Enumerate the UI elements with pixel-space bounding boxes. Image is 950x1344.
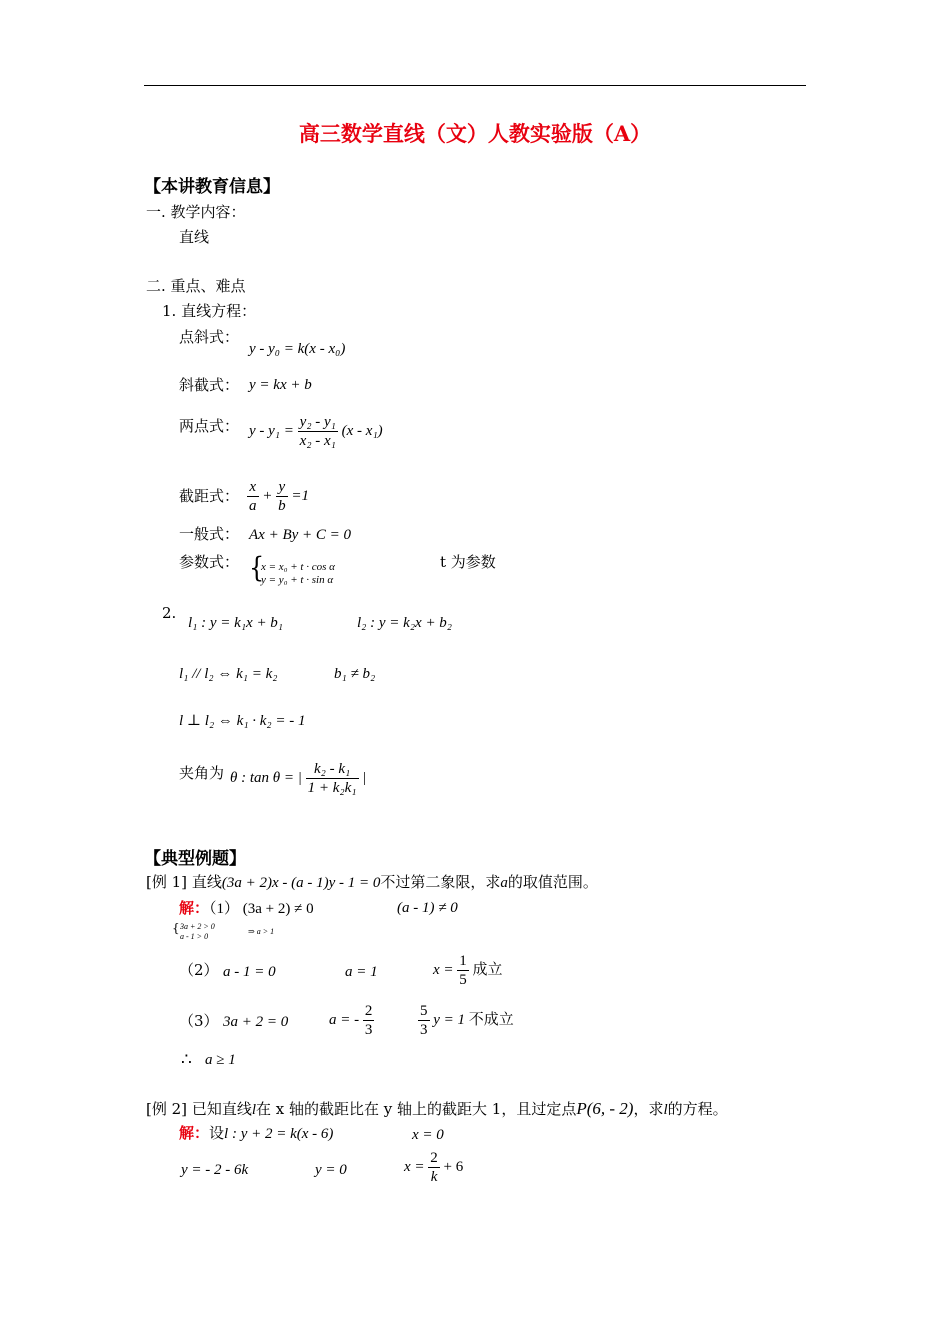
case2-x: [433, 952, 503, 989]
intercept-a-den: a: [249, 498, 257, 514]
intercept-x-fraction: [247, 478, 259, 515]
parametric-note: t 为参数: [440, 553, 496, 571]
two-point-lhs: y - y₁ =: [249, 422, 294, 439]
key-points-label: 二. 重点、难点: [146, 277, 246, 295]
intercept-label: 截距式：: [179, 487, 240, 505]
example2-x-numerator: 2: [430, 1150, 438, 1166]
example1-text-a: 直线: [191, 873, 222, 891]
example2-point: P(6, - 2): [576, 1099, 634, 1118]
parametric-line-1: x = x₀ + t · cos α: [261, 561, 335, 573]
case3-label: （3）: [179, 1012, 219, 1030]
example2-text-c: ，求: [633, 1100, 664, 1118]
parallel-relation: l₁ // l₂ ⇔ k₁ = k₂: [179, 666, 278, 682]
example2-prefix: [例 2]: [146, 1100, 188, 1118]
content-label: 一. 教学内容：: [146, 203, 246, 221]
example2-y-zero: y = 0: [315, 1162, 347, 1178]
angle-lhs: θ : tan θ = |: [230, 769, 302, 786]
intercept-equation: [247, 478, 309, 515]
l2-definition: l₂ : y = k₂x + b₂: [357, 615, 453, 631]
example2-text-d: 的方程。: [667, 1100, 728, 1118]
angle-formula: [230, 760, 366, 797]
case3-denominator: 3: [364, 1022, 373, 1038]
item1-label: 1. 直线方程：: [162, 302, 257, 320]
example1-equation: (3a + 2)x - (a - 1)y - 1 = 0: [221, 875, 381, 891]
two-point-numerator: y₂ - y₁: [299, 414, 336, 430]
example2-x-zero: x = 0: [412, 1127, 444, 1143]
case2-denominator: 5: [459, 972, 467, 988]
example2-y-value: y = - 2 - 6k: [181, 1162, 249, 1178]
case2-equation: a - 1 = 0: [223, 964, 276, 980]
example1-conclusion: a ≥ 1: [205, 1052, 236, 1068]
angle-numerator: k₂ - k₁: [306, 760, 359, 779]
system-brace: {: [172, 921, 180, 935]
case3-a: [329, 1002, 374, 1039]
example1-case1-b: (a - 1) ≠ 0: [397, 900, 458, 916]
intercept-y-fraction: [276, 478, 288, 515]
example2-var-l-2: l: [663, 1102, 668, 1118]
case3-tail: 不成立: [468, 1011, 514, 1028]
angle-denominator: 1 + k₂k₁: [307, 780, 357, 796]
example2-statement: [146, 1099, 728, 1119]
example1-solution-label: 解：: [179, 899, 210, 917]
example2-text-a: 已知直线: [191, 1100, 252, 1118]
system-result: ⇒ a > 1: [248, 927, 275, 936]
case2-numerator: 1: [459, 953, 467, 969]
example2-var-l: l: [251, 1102, 256, 1118]
example2-x-value: [404, 1149, 463, 1186]
examples-heading: 【典型例题】: [144, 849, 246, 869]
case2-tail: 成立: [472, 961, 503, 978]
slope-intercept-equation: y = kx + b: [249, 377, 312, 393]
two-point-fraction: [298, 413, 338, 450]
case3-y-denominator: 3: [420, 1022, 428, 1038]
page-title: 高三数学直线（文）人教实验版（A）: [298, 121, 652, 146]
case2-fraction: [457, 952, 469, 989]
parametric-label: 参数式：: [179, 553, 240, 571]
example2-setup: [179, 1124, 333, 1143]
l1-definition: l₁ : y = k₁x + b₁: [188, 615, 284, 631]
intercept-x-num: x: [247, 478, 259, 497]
example2-x-denominator: k: [430, 1169, 438, 1185]
header-rule: [144, 85, 806, 86]
parametric-brace: {: [249, 551, 265, 585]
case2-label: （2）: [179, 961, 219, 979]
example1-text-b: 不过第二象限，求: [380, 873, 501, 891]
example2-setup-eq: l : y + 2 = k(x - 6): [224, 1126, 334, 1142]
case3-y-fraction: [418, 1002, 430, 1039]
case3-numerator: 2: [364, 1003, 373, 1019]
example2-solution-label: 解：: [179, 1124, 210, 1142]
case3-y-eq: y = 1: [433, 1011, 466, 1028]
example2-text-b: 在 x 轴的截距比在 y 轴上的截距大 1，且过定点: [256, 1100, 577, 1118]
intercept-b-den: b: [278, 498, 286, 514]
example1-var: a: [500, 875, 508, 891]
example1-text-c: 的取值范围。: [507, 873, 598, 891]
angle-label: 夹角为: [179, 764, 225, 782]
case3-fraction: [363, 1002, 375, 1039]
example1-statement: [146, 873, 598, 892]
example2-x-tail: + 6: [443, 1158, 464, 1175]
angle-fraction: [306, 760, 359, 797]
case3-y-numerator: 5: [420, 1003, 428, 1019]
case2-x-lhs: x =: [433, 961, 454, 978]
content-value: 直线: [179, 228, 210, 246]
case3-y: [418, 1002, 514, 1039]
intercept-y-num: y: [276, 478, 288, 497]
item2-label: 2.: [162, 604, 177, 622]
point-slope-label: 点斜式：: [179, 328, 240, 346]
info-heading: 【本讲教育信息】: [144, 177, 280, 197]
case3-equation: 3a + 2 = 0: [223, 1014, 289, 1030]
parallel-condition: b₁ ≠ b₂: [334, 666, 376, 682]
general-equation: Ax + By + C = 0: [249, 527, 352, 543]
case2-a: a = 1: [345, 964, 378, 980]
example1-case1-eq: （1） (3a + 2) ≠ 0: [209, 901, 314, 917]
perpendicular-relation: l ⊥ l₂ ⇔ k₁ · k₂ = - 1: [179, 713, 306, 729]
system-line-2: a - 1 > 0: [180, 932, 209, 941]
parametric-line-2: y = y₀ + t · sin α: [261, 574, 334, 586]
example1-prefix: [例 1]: [146, 873, 188, 891]
point-slope-equation: y - y₀ = k(x - x₀): [249, 341, 346, 357]
case3-a-lhs: a = -: [329, 1011, 360, 1028]
two-point-denominator: x₂ - x₁: [299, 433, 336, 449]
two-point-rhs: (x - x₁): [341, 422, 383, 439]
angle-rhs: |: [362, 769, 367, 786]
example1-case1: [179, 899, 314, 918]
example2-setup-word: 设: [209, 1124, 225, 1142]
intercept-rhs: =1: [291, 487, 309, 504]
two-point-label: 两点式：: [179, 417, 240, 435]
therefore-symbol: ∴: [181, 1050, 192, 1070]
general-label: 一般式：: [179, 525, 240, 543]
example2-x-fraction: [428, 1149, 440, 1186]
example2-x-lhs: x =: [404, 1158, 425, 1175]
two-point-equation: [249, 413, 383, 450]
intercept-plus: +: [262, 487, 273, 504]
slope-intercept-label: 斜截式：: [179, 376, 240, 394]
system-line-1: 3a + 2 > 0: [180, 922, 215, 931]
